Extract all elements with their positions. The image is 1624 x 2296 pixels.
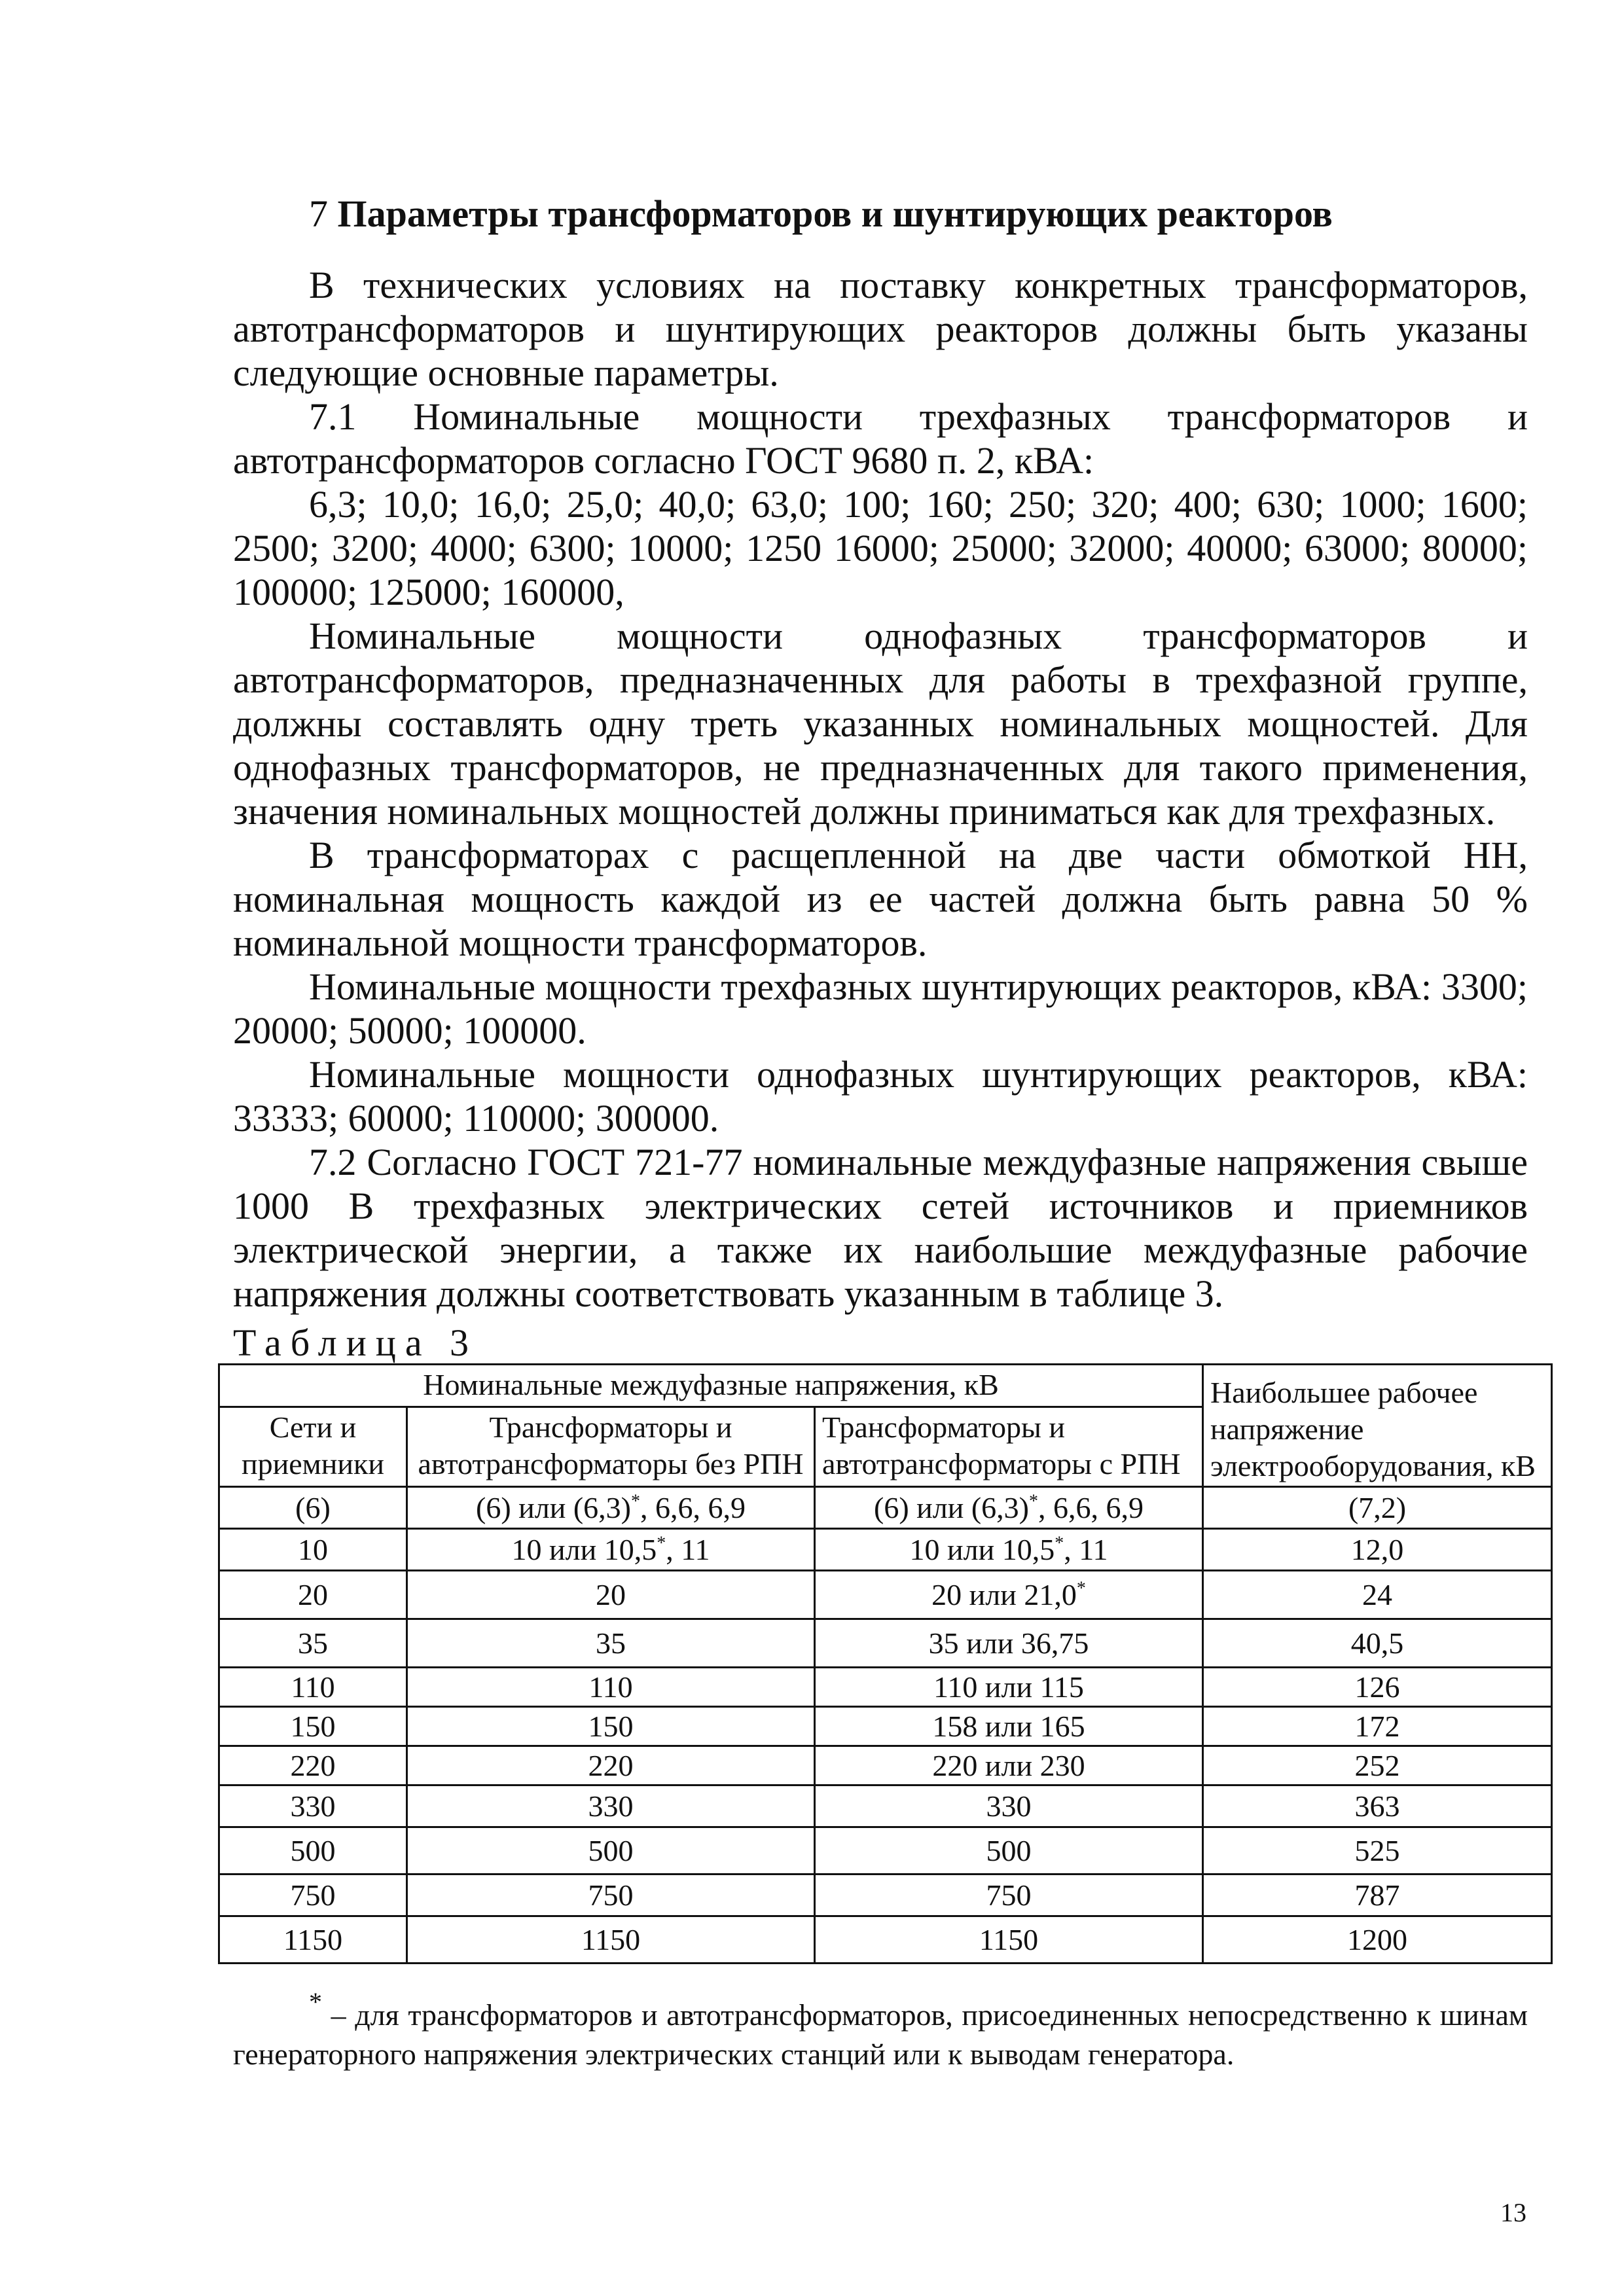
no-rpn-cell-text: 35 [596,1626,626,1660]
paragraph: 6,3; 10,0; 16,0; 25,0; 40,0; 63,0; 100; 160; 250; 320; 400; 630; 1000; 1600; 2500; 3200; 4000; 6300; 10000; 1250 16000; 25000; 32000; 40000; 63000; 80000; 100000; 125000; 160000, [233,483,1528,613]
paragraph: Номинальные мощности трехфазных шунтирующих реакторов, кВА: 3300; 20000; 50000; 100000. [233,965,1528,1052]
table-row [219,1916,1552,1964]
max-voltage-cell [1203,1746,1552,1785]
rpn-cell-text: , 6,6, 6,9 [1038,1490,1144,1524]
header-networks-cell: Сети и приемники [219,1407,407,1486]
page-number: 13 [1500,2198,1526,2227]
networks-cell [219,1571,407,1619]
max-voltage-cell-text: (7,2) [1348,1490,1407,1524]
networks-cell-text: 10 [298,1532,328,1566]
table-row [219,1707,1552,1746]
max-voltage-cell-text: 1200 [1347,1922,1408,1956]
footnote-star: * [657,1533,666,1554]
networks-cell-text: 330 [290,1789,336,1823]
rpn-cell-text: (6) или (6,3) [874,1490,1029,1524]
max-voltage-cell [1203,1916,1552,1964]
networks-cell-text: 35 [298,1626,328,1660]
rpn-cell [815,1487,1203,1529]
rpn-cell-text: 20 или 21,0 [931,1577,1077,1611]
no-rpn-cell [407,1619,815,1668]
rpn-cell [815,1529,1203,1571]
paragraph: В технических условиях на поставку конкретных трансформаторов, автотрансформаторов и шунтирующих реакторов должны быть указаны следующие основные параметры. [233,264,1528,394]
networks-cell-text: 220 [290,1748,336,1782]
rpn-cell-text: 500 [986,1833,1032,1867]
footnote-star: * [1076,1578,1086,1599]
networks-cell-text: 1150 [283,1922,343,1956]
no-rpn-cell [407,1571,815,1619]
table-row [219,1874,1552,1916]
max-voltage-cell-text: 525 [1354,1833,1400,1867]
footnote-star: * [1029,1491,1038,1512]
rpn-cell-text: 1150 [979,1922,1039,1956]
networks-cell-text: 110 [291,1670,335,1704]
no-rpn-cell [407,1487,815,1529]
max-voltage-cell [1203,1619,1552,1668]
table-row [219,1668,1552,1707]
header-no-rpn-cell: Трансформаторы и автотрансформаторы без РПН [407,1407,815,1486]
networks-cell-text: 20 [298,1577,328,1611]
rpn-cell-text: , 11 [1064,1532,1108,1566]
table-row [219,1529,1552,1571]
table-footnote [233,1987,1528,2073]
table-row [219,1785,1552,1827]
networks-cell [219,1874,407,1916]
rpn-cell [815,1619,1203,1668]
max-voltage-cell [1203,1707,1552,1746]
no-rpn-cell-text: 750 [588,1878,634,1912]
networks-cell [219,1529,407,1571]
rpn-cell-text: 750 [986,1878,1032,1912]
max-voltage-cell [1203,1571,1552,1619]
paragraph: Номинальные мощности однофазных шунтирующих реакторов, кВА: 33333; 60000; 110000; 300000. [233,1053,1528,1139]
rpn-cell-text: 220 или 230 [932,1748,1085,1782]
no-rpn-cell-text: 110 [588,1670,633,1704]
max-voltage-cell-text: 363 [1354,1789,1400,1823]
footnote-mark: * [309,1987,322,2017]
no-rpn-cell [407,1916,815,1964]
rpn-cell-text: 110 или 115 [933,1670,1084,1704]
networks-cell [219,1619,407,1668]
no-rpn-cell-text: 220 [588,1748,634,1782]
no-rpn-cell-text: 10 или 10,5 [511,1532,657,1566]
table-body [219,1487,1552,1964]
no-rpn-cell [407,1529,815,1571]
rpn-cell [815,1916,1203,1964]
paragraph: Номинальные мощности однофазных трансформаторов и автотрансформаторов, предназначенных для работы в трехфазной группе, должны составлять одну треть указанных номинальных мощностей. Для однофазных трансформаторов, не предназначенных для такого применения, значения номинальных мощностей должны приниматься как для трехфазных. [233,615,1528,833]
max-voltage-cell-text: 12,0 [1350,1532,1404,1566]
paragraph: 7.2 Согласно ГОСТ 721-77 номинальные междуфазные напряжения свыше 1000 В трехфазных электрических сетей источников и приемников электрической энергии, а также их наибольшие междуфазные рабочие напряжения должны соответствовать указанным в таблице 3. [233,1141,1528,1315]
section-heading [309,187,1333,242]
max-voltage-cell [1203,1487,1552,1529]
footnote-text: – для трансформаторов и автотрансформаторов, присоединенных непосредственно к шинам генераторного напряжения электрических станций или к выводам генератора. [233,1998,1528,2071]
max-voltage-cell [1203,1827,1552,1874]
table-caption: Таблица 3 [233,1321,478,1364]
no-rpn-cell [407,1707,815,1746]
rpn-cell-text: 330 [986,1789,1032,1823]
networks-cell [219,1668,407,1707]
paragraph: В трансформаторах с расщепленной на две части обмоткой НН, номинальная мощность каждой из ее частей должна быть равна 50 % номинальной мощности трансформаторов. [233,834,1528,964]
rpn-cell [815,1785,1203,1827]
table-header-row [219,1365,1552,1407]
no-rpn-cell-text: 20 [596,1577,626,1611]
max-voltage-cell-text: 252 [1354,1748,1400,1782]
no-rpn-cell-text: , 6,6, 6,9 [640,1490,746,1524]
networks-cell [219,1827,407,1874]
rpn-cell-text: 35 или 36,75 [928,1626,1089,1660]
no-rpn-cell-text: (6) или (6,3) [476,1490,631,1524]
footnote-star: * [630,1491,640,1512]
paragraph: 7.1 Номинальные мощности трехфазных трансформаторов и автотрансформаторов согласно ГОСТ 9680 п. 2, кВА: [233,395,1528,482]
networks-cell [219,1746,407,1785]
networks-cell [219,1707,407,1746]
no-rpn-cell-text: 500 [588,1833,634,1867]
networks-cell [219,1487,407,1529]
footnote-star: * [1055,1533,1064,1554]
no-rpn-cell [407,1827,815,1874]
max-voltage-cell [1203,1785,1552,1827]
no-rpn-cell-text: 330 [588,1789,634,1823]
max-voltage-cell-text: 787 [1354,1878,1400,1912]
no-rpn-cell-text: 150 [588,1709,634,1743]
rpn-cell [815,1707,1203,1746]
max-voltage-cell-text: 126 [1354,1670,1400,1704]
max-voltage-cell-text: 24 [1362,1577,1393,1611]
rpn-cell [815,1571,1203,1619]
networks-cell [219,1916,407,1964]
networks-cell-text: (6) [295,1490,331,1524]
max-voltage-cell-text: 172 [1354,1709,1400,1743]
no-rpn-cell-text: 1150 [581,1922,641,1956]
no-rpn-cell [407,1874,815,1916]
rpn-cell-text: 10 или 10,5 [909,1532,1055,1566]
rpn-cell [815,1874,1203,1916]
header-group-cell: Номинальные междуфазные напряжения, кВ [219,1365,1203,1407]
table-row [219,1619,1552,1668]
table-row [219,1827,1552,1874]
voltage-table [218,1363,1553,1964]
max-voltage-cell [1203,1874,1552,1916]
rpn-cell-text: 158 или 165 [932,1709,1085,1743]
rpn-cell [815,1827,1203,1874]
no-rpn-cell-text: , 11 [666,1532,710,1566]
networks-cell-text: 750 [290,1878,336,1912]
header-max-cell: Наибольшее рабочее напряжение электрооборудования, кВ [1203,1365,1552,1487]
networks-cell [219,1785,407,1827]
intro-text [233,263,1528,1316]
rpn-cell [815,1746,1203,1785]
table-row [219,1571,1552,1619]
table-row [219,1746,1552,1785]
no-rpn-cell [407,1668,815,1707]
max-voltage-cell [1203,1529,1552,1571]
table-row [219,1487,1552,1529]
section-title: Параметры трансформаторов и шунтирующих реакторов [337,192,1333,235]
networks-cell-text: 500 [290,1833,336,1867]
no-rpn-cell [407,1746,815,1785]
networks-cell-text: 150 [290,1709,336,1743]
max-voltage-cell-text: 40,5 [1350,1626,1404,1660]
section-number: 7 [309,192,328,235]
rpn-cell [815,1668,1203,1707]
header-rpn-cell: Трансформаторы и автотрансформаторы с РПН [815,1407,1203,1486]
no-rpn-cell [407,1785,815,1827]
max-voltage-cell [1203,1668,1552,1707]
